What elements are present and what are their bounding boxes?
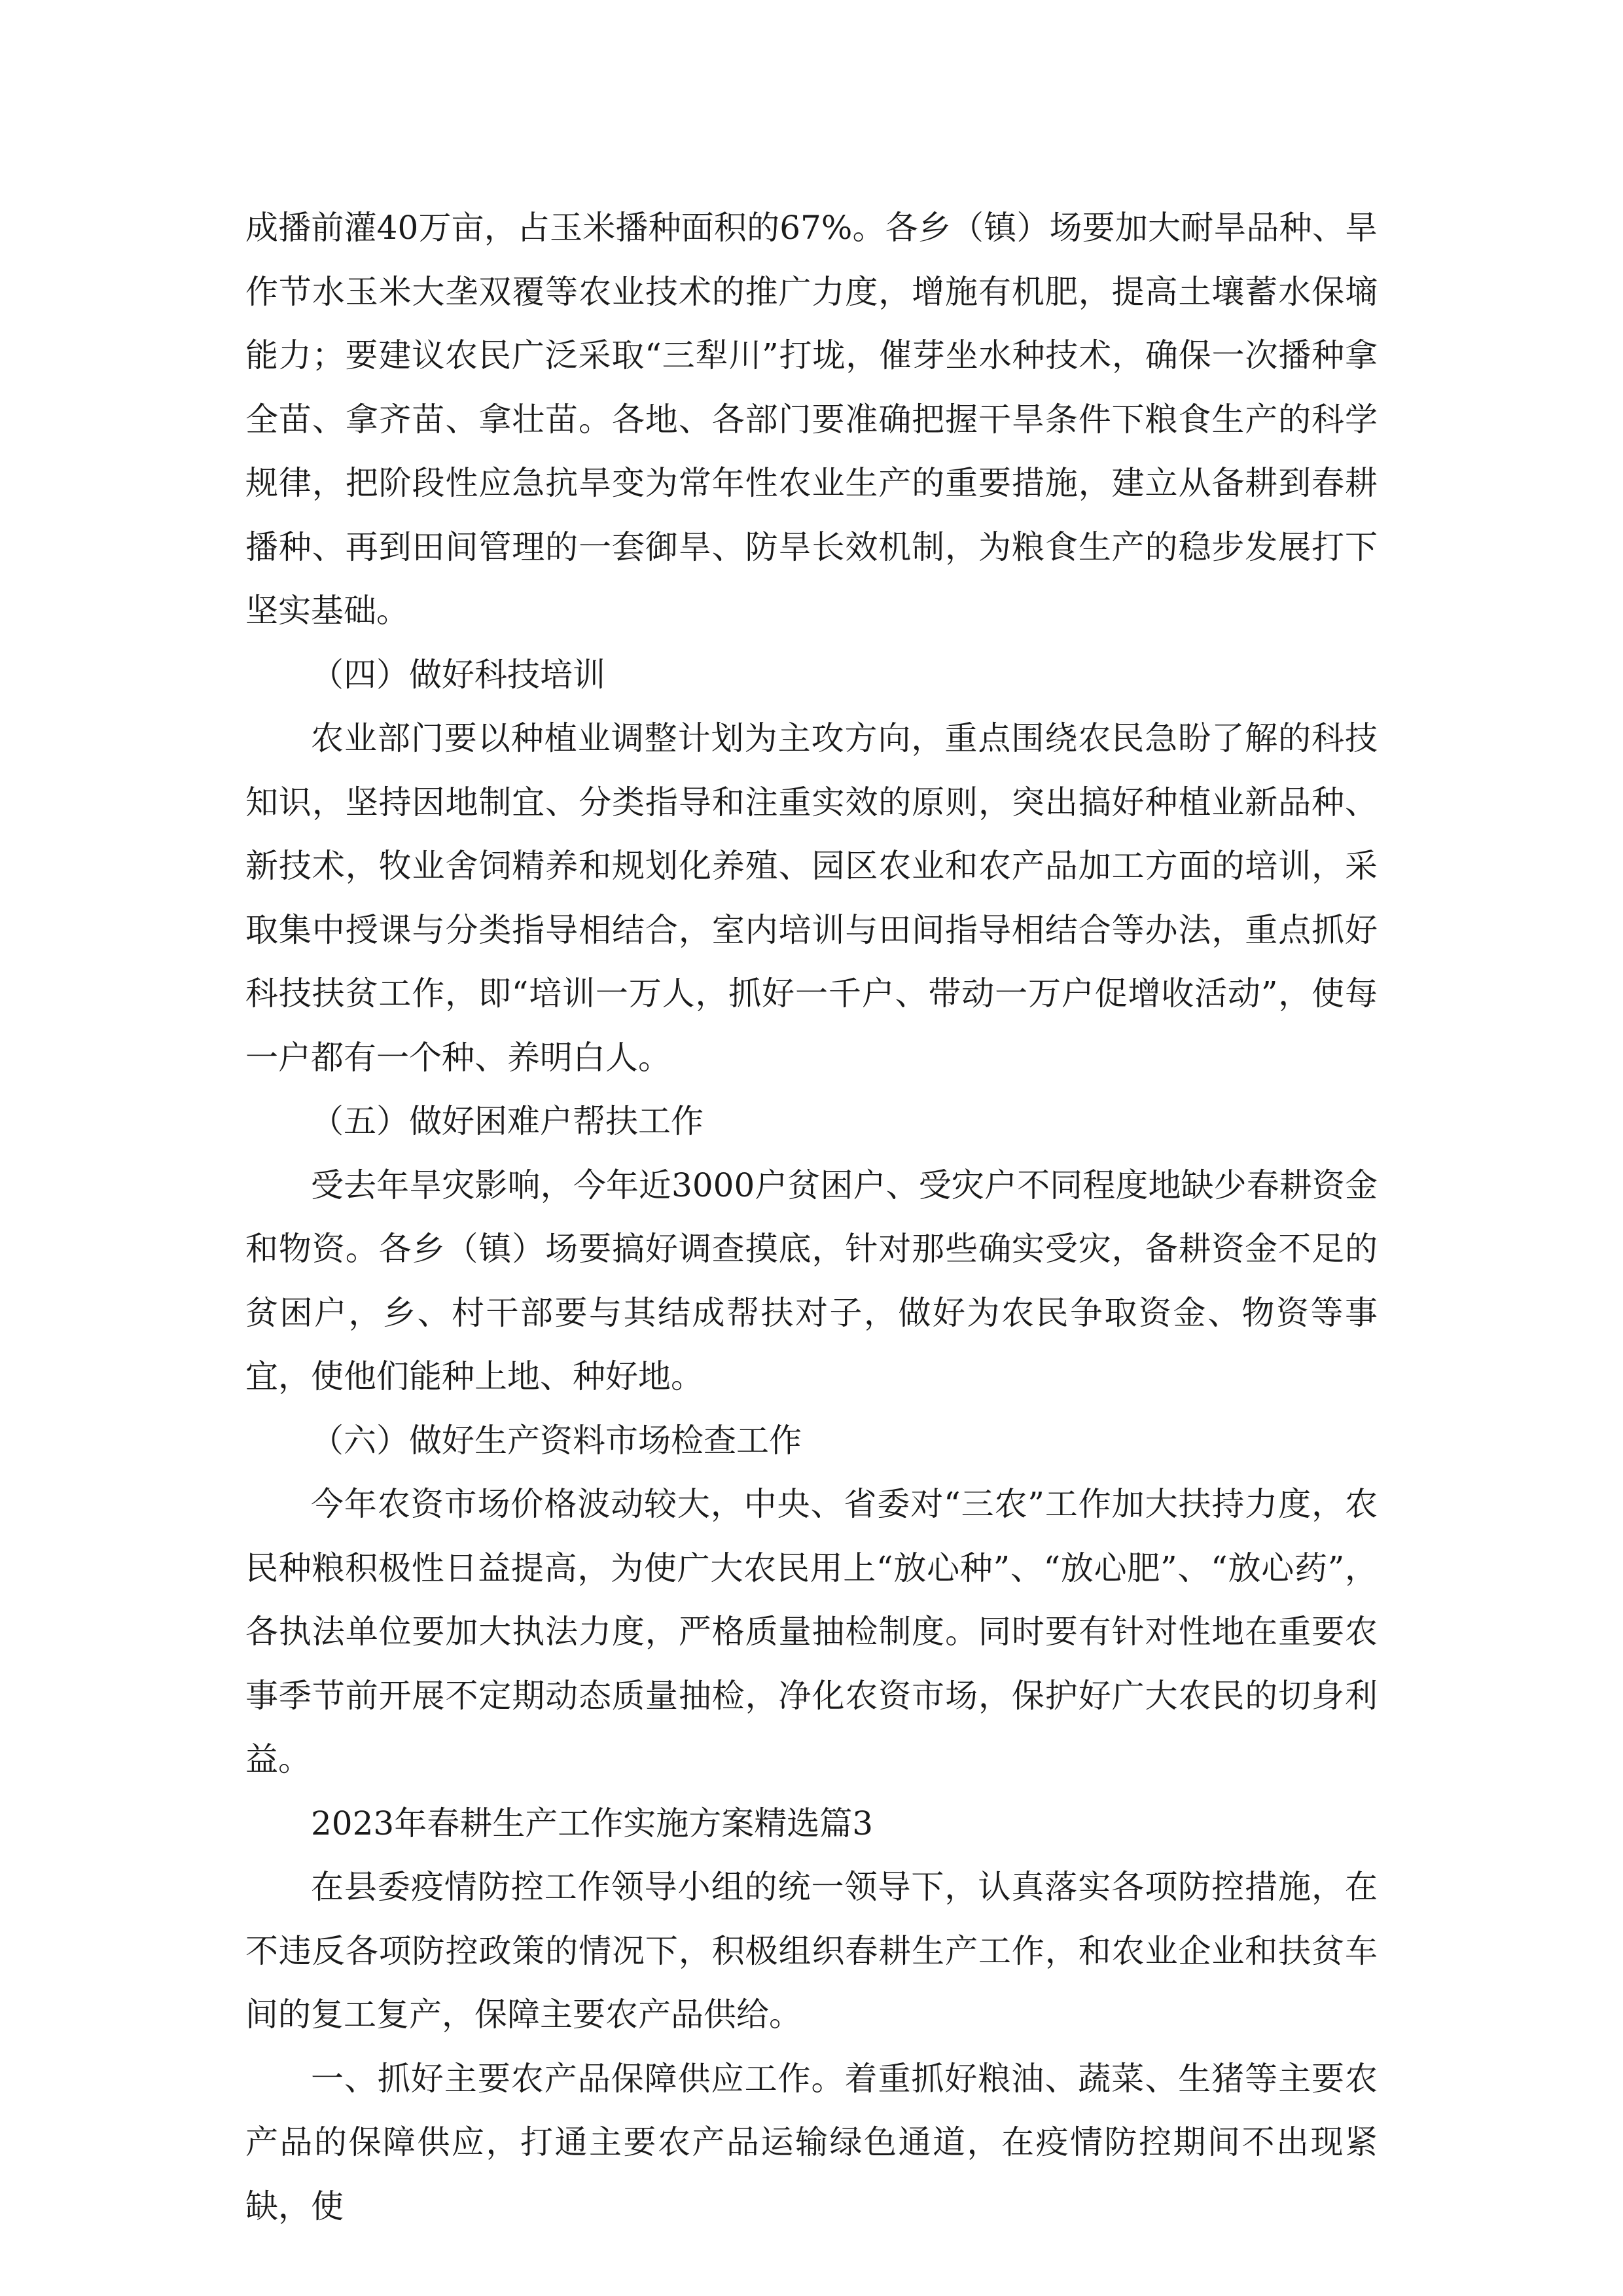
paragraph-continuation: 成播前灌40万亩，占玉米播种面积的67%。各乡（镇）场要加大耐旱品种、旱作节水玉米大垄双覆等农业技术的推广力度，增施有机肥，提高土壤蓄水保墒能力；要建议农民广泛采取“三犁川”打垅，催芽坐水种技术，确保一次播种拿全苗、拿齐苗、拿壮苗。各地、各部门要准确把握干旱条件下粮食生产的科学规律，把阶段性应急抗旱变为常年性农业生产的重要措施，建立从备耕到春耕播种、再到田间管理的一套御旱、防旱长效机制，为粮食生产的稳步发展打下坚实基础。: [245, 209, 1378, 630]
paragraph-intro: 在县委疫情防控工作领导小组的统一领导下，认真落实各项防控措施，在不违反各项防控政策的情况下，积极组织春耕生产工作，和农业企业和扶贫车间的复工复产，保障主要农产品供给。: [245, 1868, 1378, 2034]
document-body: [245, 196, 1378, 2238]
paragraph-item-1: 一、抓好主要农产品保障供应工作。着重抓好粮油、蔬菜、生猪等主要农产品的保障供应，打通主要农产品运输绿色通道，在疫情防控期间不出现紧缺，使: [245, 2059, 1378, 2225]
article-title: 2023年春耕生产工作实施方案精选篇3: [311, 1804, 874, 1842]
paragraph-poverty-support: 受去年旱灾影响，今年近3000户贫困户、受灾户不同程度地缺少春耕资金和物资。各乡（镇）场要搞好调查摸底，针对那些确实受灾，备耕资金不足的贫困户，乡、村干部要与其结成帮扶对子，做好为农民争取资金、物资等事宜，使他们能种上地、种好地。: [245, 1166, 1378, 1395]
section-heading-6: （六）做好生产资料市场检查工作: [311, 1421, 802, 1460]
section-heading-4: （四）做好科技培训: [311, 655, 605, 694]
section-heading-5: （五）做好困难户帮扶工作: [311, 1102, 704, 1140]
paragraph-tech-training: 农业部门要以种植业调整计划为主攻方向，重点围绕农民急盼了解的科技知识，坚持因地制宜、分类指导和注重实效的原则，突出搞好种植业新品种、新技术，牧业舍饲精养和规划化养殖、园区农业和农产品加工方面的培训，采取集中授课与分类指导相结合，室内培训与田间指导相结合等办法，重点抓好科技扶贫工作，即“培训一万人，抓好一千户、带动一万户促增收活动”，使每一户都有一个种、养明白人。: [245, 719, 1378, 1077]
paragraph-market-inspection: 今年农资市场价格波动较大，中央、省委对“三农”工作加大扶持力度，农民种粮积极性日益提高，为使广大农民用上“放心种”、“放心肥”、“放心药”，各执法单位要加大执法力度，严格质量抽检制度。同时要有针对性地在重要农事季节前开展不定期动态质量抽检，净化农资市场，保护好广大农民的切身利益。: [245, 1485, 1378, 1778]
